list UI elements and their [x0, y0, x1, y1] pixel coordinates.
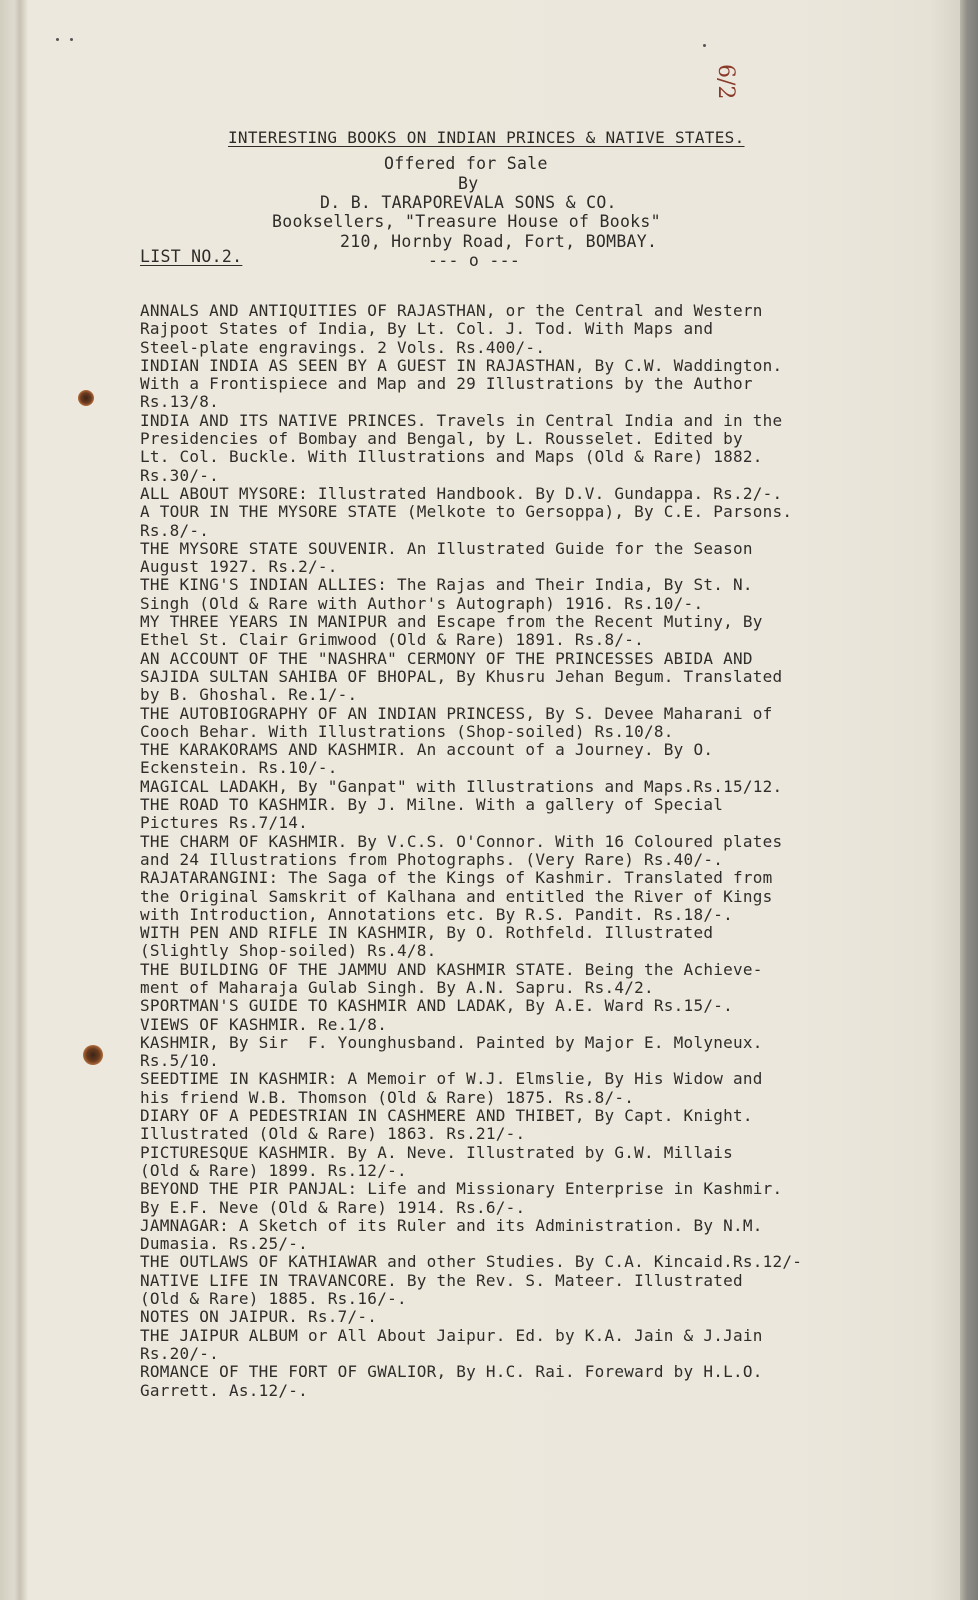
catalogue-line: ALL ABOUT MYSORE: Illustrated Handbook. By D.V. Gundappa. Rs.2/-. — [140, 483, 783, 503]
handwritten-note: 6/2 — [713, 64, 738, 100]
catalogue-line: ROMANCE OF THE FORT OF GWALIOR, By H.C. Rai. Foreward by H.L.O. — [140, 1362, 763, 1382]
binding-spine — [0, 0, 28, 1600]
catalogue-line: THE ROAD TO KASHMIR. By J. Milne. With a gallery of Special — [140, 795, 724, 815]
page-edge-shadow — [960, 0, 978, 1600]
catalogue-line: BEYOND THE PIR PANJAL: Life and Missionary Enterprise in Kashmir. — [140, 1179, 783, 1199]
punch-hole — [78, 390, 94, 406]
catalogue-line: KASHMIR, By Sir F. Younghusband. Painted by Major E. Molyneux. — [140, 1032, 763, 1052]
catalogue-line: By E.F. Neve (Old & Rare) 1914. Rs.6/-. — [140, 1197, 526, 1217]
separator: --- o --- — [428, 251, 521, 270]
catalogue-line: (Old & Rare) 1899. Rs.12/-. — [140, 1160, 407, 1180]
catalogue-line: DIARY OF A PEDESTRIAN IN CASHMERE AND THIBET, By Capt. Knight. — [140, 1106, 753, 1126]
catalogue-line: Lt. Col. Buckle. With Illustrations and Maps (Old & Rare) 1882. — [140, 447, 763, 467]
catalogue-line: NATIVE LIFE IN TRAVANCORE. By the Rev. S. Mateer. Illustrated — [140, 1270, 743, 1290]
catalogue-line: Cooch Behar. With Illustrations (Shop-soiled) Rs.10/8. — [140, 721, 674, 741]
catalogue-line: with Introduction, Annotations etc. By R.S. Pandit. Rs.18/-. — [140, 904, 733, 924]
catalogue-line: Rs.30/-. — [140, 465, 220, 485]
catalogue-line: Pictures Rs.7/14. — [140, 813, 309, 833]
catalogue-line: RAJATARANGINI: The Saga of the Kings of Kashmir. Translated from — [140, 868, 773, 888]
shop-description: Booksellers, "Treasure House of Books" — [272, 212, 661, 231]
catalogue-line: ANNALS AND ANTIQUITIES OF RAJASTHAN, or the Central and Western — [140, 301, 763, 320]
seller-name: D. B. TARAPOREVALA SONS & CO. — [320, 193, 617, 212]
seller-address: 210, Hornby Road, Fort, BOMBAY. — [340, 232, 658, 251]
list-number: LIST NO.2. — [140, 247, 243, 266]
catalogue-line: VIEWS OF KASHMIR. Re.1/8. — [140, 1014, 388, 1034]
catalogue-line: Dumasia. Rs.25/-. — [140, 1234, 309, 1254]
catalogue-line: MAGICAL LADAKH, By "Ganpat" with Illustrations and Maps.Rs.15/12. — [140, 776, 783, 796]
catalogue-line: THE CHARM OF KASHMIR. By V.C.S. O'Connor. With 16 Coloured plates — [140, 831, 783, 851]
catalogue-line: Illustrated (Old & Rare) 1863. Rs.21/-. — [140, 1124, 526, 1144]
catalogue-line: Rs.5/10. — [140, 1051, 220, 1071]
catalogue-line: his friend W.B. Thomson (Old & Rare) 1875. Rs.8/-. — [140, 1087, 635, 1107]
catalogue-line: (Slightly Shop-soiled) Rs.4/8. — [140, 941, 437, 961]
catalogue-line: SEEDTIME IN KASHMIR: A Memoir of W.J. Elmslie, By His Widow and — [140, 1069, 763, 1089]
catalogue-line: AN ACCOUNT OF THE "NASHRA" CERMONY OF THE PRINCESSES ABIDA AND — [140, 648, 753, 668]
catalogue-line: ment of Maharaja Gulab Singh. By A.N. Sapru. Rs.4/2. — [140, 977, 654, 997]
catalogue-line: and 24 Illustrations from Photographs. (Very Rare) Rs.40/-. — [140, 849, 724, 869]
catalogue-line: Steel-plate engravings. 2 Vols. Rs.400/-. — [140, 337, 546, 357]
catalogue-line: SPORTMAN'S GUIDE TO KASHMIR AND LADAK, By A.E. Ward Rs.15/-. — [140, 996, 733, 1016]
catalogue-line: Garrett. As.12/-. — [140, 1380, 309, 1400]
catalogue-line: A TOUR IN THE MYSORE STATE (Melkote to Gersoppa), By C.E. Parsons. — [140, 502, 793, 522]
catalogue-line: MY THREE YEARS IN MANIPUR and Escape from the Recent Mutiny, By — [140, 612, 763, 632]
catalogue-line: Rs.8/-. — [140, 520, 210, 540]
catalogue-line: THE AUTOBIOGRAPHY OF AN INDIAN PRINCESS, By S. Devee Maharani of — [140, 703, 773, 723]
catalogue-line: PICTURESQUE KASHMIR. By A. Neve. Illustrated by G.W. Millais — [140, 1142, 733, 1162]
catalogue-line: NOTES ON JAIPUR. Rs.7/-. — [140, 1307, 378, 1327]
catalogue-line: INDIA AND ITS NATIVE PRINCES. Travels in Central India and in the — [140, 410, 783, 430]
catalogue-line: Ethel St. Clair Grimwood (Old & Rare) 1891. Rs.8/-. — [140, 630, 645, 650]
by-line: By — [458, 174, 479, 193]
punch-hole — [83, 1045, 103, 1065]
catalogue-line: Rs.13/8. — [140, 392, 220, 412]
catalogue-line: INDIAN INDIA AS SEEN BY A GUEST IN RAJASTHAN, By C.W. Waddington. — [140, 355, 783, 375]
ink-speck — [70, 38, 73, 41]
catalogue-line: THE BUILDING OF THE JAMMU AND KASHMIR STATE. Being the Achieve- — [140, 959, 763, 979]
catalogue-line: by B. Ghoshal. Re.1/-. — [140, 685, 358, 705]
catalogue-line: Rs.20/-. — [140, 1343, 220, 1363]
catalogue-line: Presidencies of Bombay and Bengal, by L. Rousselet. Edited by — [140, 429, 743, 449]
catalogue-line: THE KARAKORAMS AND KASHMIR. An account of a Journey. By O. — [140, 740, 714, 760]
offered-line: Offered for Sale — [384, 154, 548, 173]
catalogue-line: THE KING'S INDIAN ALLIES: The Rajas and Their India, By St. N. — [140, 575, 753, 595]
catalogue-line: THE JAIPUR ALBUM or All About Jaipur. Ed. by K.A. Jain & J.Jain — [140, 1325, 763, 1345]
catalogue-line: the Original Samskrit of Kalhana and entitled the River of Kings — [140, 886, 773, 906]
catalogue-line: WITH PEN AND RIFLE IN KASHMIR, By O. Rothfeld. Illustrated — [140, 923, 714, 943]
catalogue-line: THE MYSORE STATE SOUVENIR. An Illustrated Guide for the Season — [140, 538, 753, 558]
catalogue-line: SAJIDA SULTAN SAHIBA OF BHOPAL, By Khusru Jehan Begum. Translated — [140, 666, 783, 686]
catalogue-line: Eckenstein. Rs.10/-. — [140, 758, 338, 778]
book-list — [140, 302, 900, 1400]
catalogue-line: (Old & Rare) 1885. Rs.16/-. — [140, 1289, 407, 1309]
ink-speck — [703, 44, 706, 47]
page-title: INTERESTING BOOKS ON INDIAN PRINCES & NATIVE STATES. — [228, 128, 745, 147]
catalogue-line: JAMNAGAR: A Sketch of its Ruler and its Administration. By N.M. — [140, 1215, 763, 1235]
catalogue-line: August 1927. Rs.2/-. — [140, 557, 338, 577]
catalogue-line: Singh (Old & Rare with Author's Autograph) 1916. Rs.10/-. — [140, 593, 704, 613]
catalogue-line: Rajpoot States of India, By Lt. Col. J. Tod. With Maps and — [140, 319, 714, 339]
catalogue-line: THE OUTLAWS OF KATHIAWAR and other Studies. By C.A. Kincaid.Rs.12/- — [140, 1252, 803, 1272]
ink-speck — [56, 38, 59, 41]
catalogue-line: With a Frontispiece and Map and 29 Illustrations by the Author — [140, 374, 753, 394]
